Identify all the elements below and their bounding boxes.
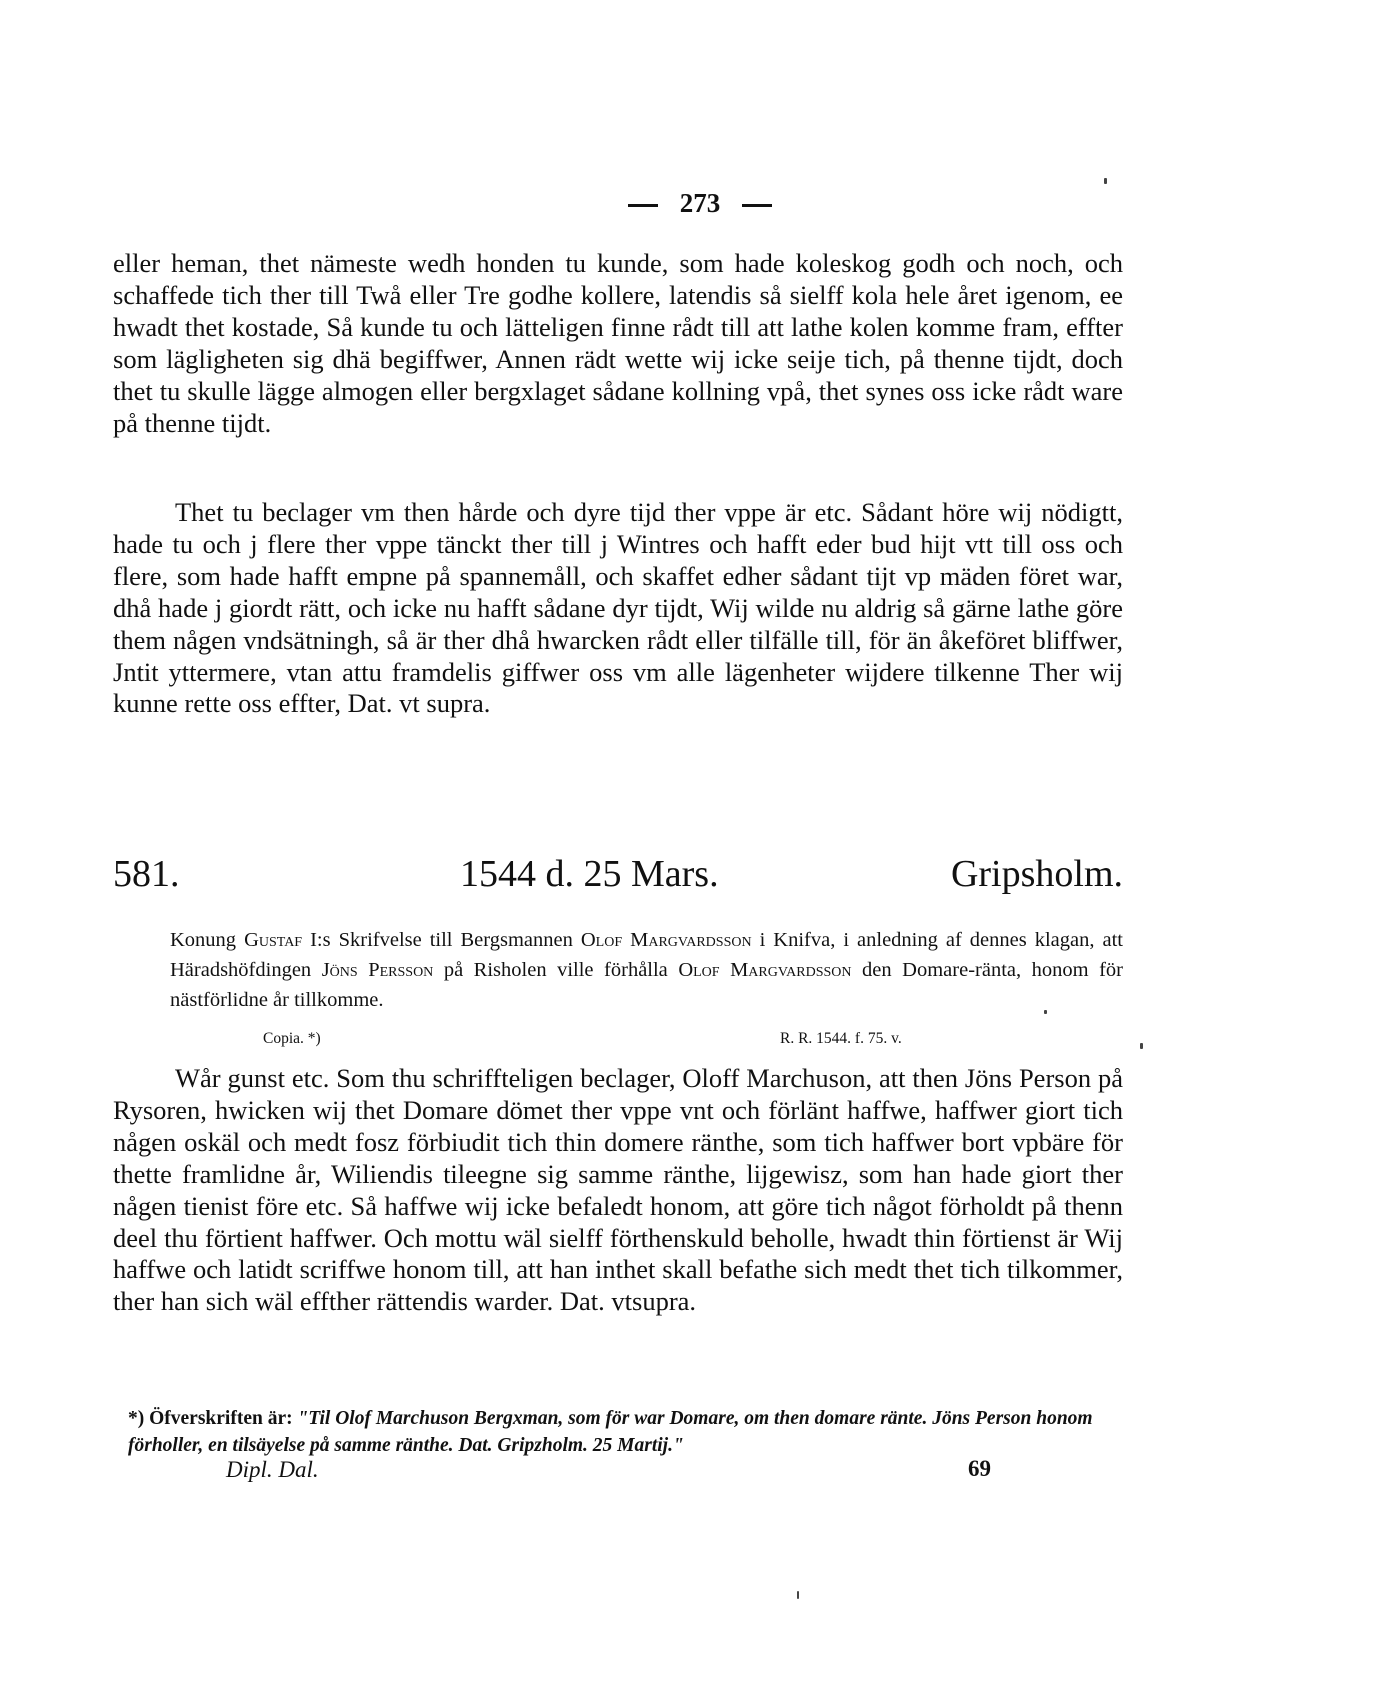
- source-reference: R. R. 1544. f. 75. v.: [780, 1030, 902, 1047]
- summary-text-i: den Domare-ränta, honom för nästförlidne år tillkomme.: [170, 959, 1123, 1011]
- footnote-marker: *) Öfverskriften är:: [128, 1408, 298, 1429]
- page-header: [0, 188, 1400, 219]
- ink-speck: [1140, 1043, 1143, 1049]
- sheet-number: 69: [968, 1456, 991, 1481]
- entry-summary: [170, 925, 1123, 1015]
- signature-mark: Dipl. Dal.: [226, 1457, 319, 1482]
- source-copia: Copia. *): [263, 1030, 321, 1047]
- footnote: [128, 1405, 1123, 1459]
- entry-heading: [113, 852, 1123, 902]
- summary-text-g: på Risholen ville förhålla: [433, 959, 679, 981]
- summary-name-gustaf: Gustaf: [244, 929, 303, 951]
- entry-place: Gripsholm.: [950, 853, 1123, 895]
- page-number: 273: [679, 188, 721, 218]
- paragraph-1: eller heman, thet nämeste wedh honden tu kunde, som hade koleskog godh och noch, och schaffede tich ther till Twå eller Tre godhe kollere, latendis så sielff kola hele året igenom, ee hwadt thet kostade, Så kunde tu och lätteligen finne rådt till att lathe kolen komme fram, effter som lägligheten sig dhä begiffwer, Annen rädt wette wij icke seije tich, på thenne tijdt, doch thet tu skulle lägge almogen eller bergxlaget sådane kollning vpå, thet synes oss icke rådt ware på thenne tijdt.: [113, 248, 1123, 438]
- summary-text-a: Konung: [170, 929, 245, 951]
- footnote-quote: "Til Olof Marchuson Bergxman, som för war Domare, om then domare ränte. Jöns Person honom förholler, en tilsäyelse på samme ränthe. Dat. Gripzholm. 25 Martij.": [128, 1408, 1093, 1456]
- paragraph-2: Thet tu beclager vm then hårde och dyre tijd ther vppe är etc. Sådant höre wij nödigtt, hade tu och j flere ther vppe tänckt ther till j Wintres och hafft eder bud hijt vtt till oss och flere, som hade hafft empne på spannemåll, och skaffet edher sådant tijt vp mäden föret war, dhå hade j giordt rätt, och icke nu hafft sådane dyr tijdt, Wij wilde nu aldrig så gärne lathe göre them någen vndsätningh, så är ther dhå hwarcken rådt eller tilfälle till, för än åkeföret bliffwer, Jntit yttermere, vtan attu framdelis giffwer oss vm alle lägenheter wijdere tilkenne Ther wij kunne rette oss effter, Dat. vt supra.: [113, 497, 1123, 719]
- ink-speck: [1044, 1010, 1047, 1014]
- header-dash-left: [628, 204, 658, 207]
- ink-speck: [1104, 178, 1107, 184]
- summary-text-c: I:s Skrifvelse till Bergsmannen: [302, 929, 581, 951]
- summary-name-olof-1: Olof Margvardsson: [580, 929, 752, 951]
- summary-name-olof-2: Olof Margvardsson: [678, 959, 852, 981]
- entry-number: 581.: [113, 853, 180, 895]
- summary-text-e: i Knifva, i anledning af dennes klagan, att Häradshöfdingen: [170, 929, 1123, 981]
- entry-date: 1544 d. 25 Mars.: [460, 853, 719, 895]
- ink-speck: [797, 1591, 799, 1599]
- header-dash-right: [742, 204, 772, 207]
- summary-name-jons: Jöns Persson: [321, 959, 434, 981]
- paragraph-3: Wår gunst etc. Som thu schriffteligen beclager, Oloff Marchuson, att then Jöns Person på Rysoren, hwicken wij thet Domare dömet ther vppe vnt och förlänt haffwe, haffwer giort tich någen oskäl och medt fosz förbiudit tich thin domere ränthe, som tich haffwer bort vpbäre för thette framlidne år, Wiliendis tileegne sig samme ränthe, lijgewisz, som han hade giort ther någen tienist före etc. Så haffwe wij icke befaledt honom, att göre tich något förholdt på thenn deel thu förtient haffwer. Och mottu wäl sielff förthenskuld beholle, hwadt thin förtienst är Wij haffwe och latidt scriffwe honom till, att han inthet skall befathe sich medt thet tich tilkommer, ther han sich wäl effther rättendis warder. Dat. vtsupra.: [113, 1063, 1123, 1317]
